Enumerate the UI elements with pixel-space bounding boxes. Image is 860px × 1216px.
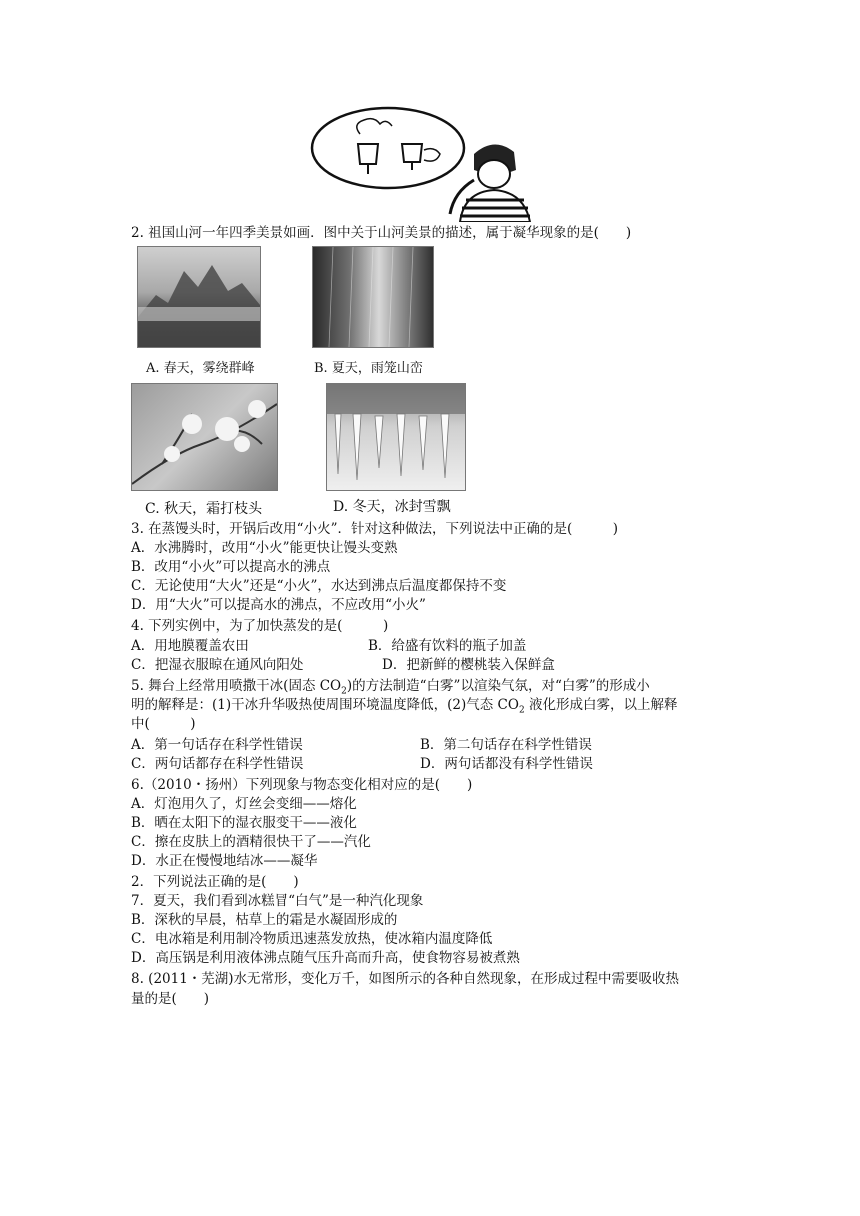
question-7-option-d: D．高压锅是利用液体沸点随气压升高而升高，使食物容易被煮熟 [131,950,520,966]
photo-winter-ice-snow [326,383,466,491]
caption-a: A. 春天，雾绕群峰 [146,361,255,376]
ice-cream-cartoon-illustration [310,104,550,222]
question-6-option-b: B．晒在太阳下的湿衣服变干——液化 [131,815,357,831]
question-6-option-a: A．灯泡用久了，灯丝会变细——熔化 [131,796,357,812]
question-6-option-c: C．擦在皮肤上的酒精很快干了——汽化 [131,834,371,850]
question-5-line-2: 明的解释是：(1)干冰升华吸热使周围环境温度降低，(2)气态 $CO_2$ 液化形成白雾，以上解释 [131,697,678,716]
question-6-option-d: D．水正在慢慢地结冰——凝华 [131,853,318,869]
mountain-shape-icon [138,247,260,347]
question-4-option-a: A．用地膜覆盖农田 [131,638,249,654]
question-7-option-a: 7．夏天，我们看到冰糕冒“白气”是一种汽化现象 [131,893,424,909]
question-7-option-c: C．电冰箱是利用制冷物质迅速蒸发放热，使冰箱内温度降低 [131,931,493,947]
question-7-option-b: B．深秋的早晨，枯草上的霜是水凝固形成的 [131,912,398,928]
question-3-option-d: D．用“大火”可以提高水的沸点，不应改用“小火” [131,597,426,613]
question-4-stem: 4. 下列实例中，为了加快蒸发的是( ) [131,618,389,634]
photo-spring-fog-peaks [137,246,261,348]
photo-summer-rain-mountains [312,246,434,348]
caption-c: C. 秋天，霜打枝头 [145,501,263,517]
ice-cream-right-icon [402,144,440,170]
question-3-option-a: A．水沸腾时，改用“小火”能更快让馒头变熟 [131,540,398,556]
question-8-line-1: 8. (2011・芜湖)水无常形，变化万千，如图所示的各种自然现象，在形成过程中需要吸收热 [131,971,680,987]
question-5-option-c: C．两句话都存在科学性错误 [131,756,304,772]
question-4-option-d: D．把新鲜的樱桃装入保鲜盒 [382,657,555,673]
question-2-stem: 2. 祖国山河一年四季美景如画．图中关于山河美景的描述，属于凝华现象的是( ) [131,225,632,241]
question-6-stem: 6.（2010・扬州）下列现象与物态变化相对应的是( ) [131,777,473,793]
question-3-option-c: C．无论使用“大火”还是“小火”，水达到沸点后温度都保持不变 [131,578,507,594]
ice-cream-left-icon [357,119,392,174]
question-5-line-3: 中( ) [131,716,196,732]
question-5-option-a: A．第一句话存在科学性错误 [131,737,303,753]
photo-autumn-frost-branches [131,383,278,491]
question-5-line-1: 5. 舞台上经常用喷撒干冰(固态 $CO_2$)的方法制造“白雾”以渲染气氛，对“白雾”的形成小 [131,678,650,697]
question-5-option-d: D．两句话都没有科学性错误 [420,756,593,772]
question-3-option-b: B．改用“小火”可以提高水的沸点 [131,559,331,575]
question-4-option-b: B．给盛有饮料的瓶子加盖 [368,638,527,654]
question-5-option-b: B．第二句话存在科学性错误 [420,737,592,753]
question-4-option-c: C．把湿衣服晾在通风向阳处 [131,657,304,673]
question-7-stem: 2．下列说法正确的是( ) [131,874,299,890]
caption-d: D. 冬天，冰封雪飘 [333,499,451,515]
question-8-line-2: 量的是( ) [131,991,210,1007]
question-3-stem: 3. 在蒸馒头时，开锅后改用“小火”．针对这种做法，下列说法中正确的是( ) [131,521,619,537]
caption-b: B. 夏天，雨笼山峦 [314,361,423,376]
